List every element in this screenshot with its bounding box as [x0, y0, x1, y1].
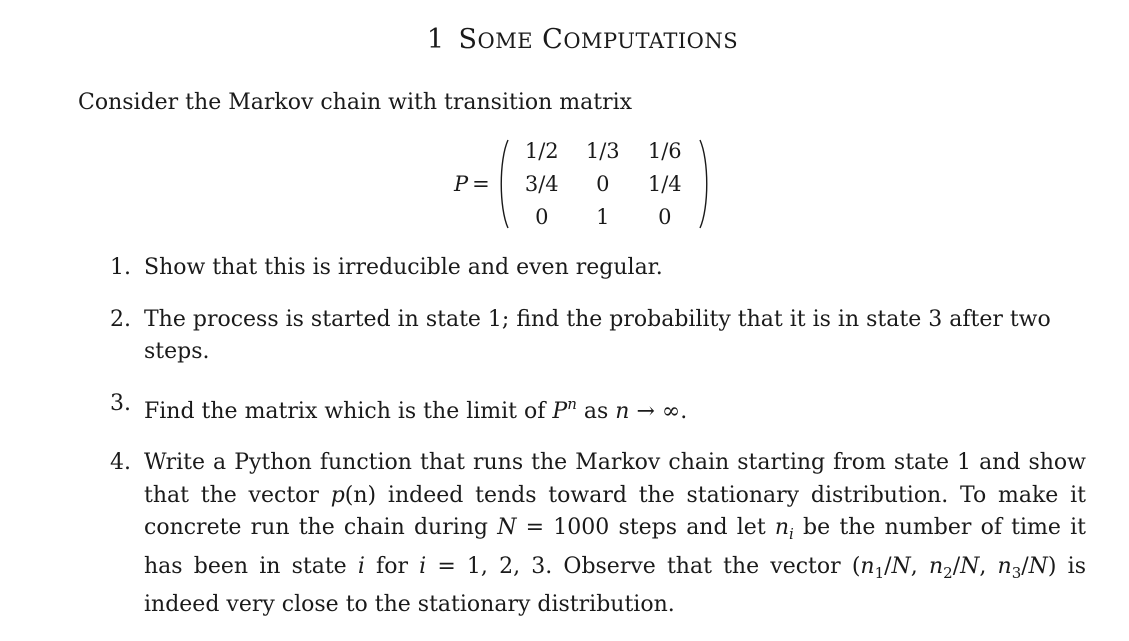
- section-heading: [36, 24, 1129, 55]
- problem-item: [110, 304, 1086, 369]
- problem-number: 2.: [110, 306, 131, 332]
- problem-number: 4.: [110, 450, 131, 475]
- transition-matrix-equation: [454, 136, 712, 232]
- matrix-cell: 1/4: [647, 172, 682, 196]
- matrix-cell: 1/3: [585, 139, 620, 163]
- problem-item: [110, 252, 1086, 285]
- matrix-cell: 1/6: [647, 139, 682, 163]
- matrix-cell: 0: [596, 172, 610, 196]
- section-number: 1: [426, 24, 445, 55]
- matrix-cell: 0: [658, 205, 672, 229]
- matrix-cell: 1: [596, 205, 610, 229]
- matrix-cell: 3/4: [524, 172, 559, 196]
- left-parenthesis: [496, 138, 510, 230]
- problem-number: 1.: [110, 255, 131, 280]
- problem-text: The process is started in state 1; find the probability that it is in state 3 after two steps.: [144, 306, 1051, 364]
- intro-paragraph: Consider the Markov chain with transition matrix: [78, 90, 633, 115]
- problem-text: Find the matrix which is the limit of $P^n$ as n → ∞.: [144, 394, 688, 424]
- section-title: SOME COMPUTATIONS: [458, 24, 739, 55]
- problem-list: [110, 252, 1086, 641]
- problem-text: Write a Python function that runs the Markov chain starting from state 1 and show that the vector p(n) indeed tends toward the stationary distribution. To make it concrete run the chain during N = 1000 steps and let $n_i$ be the number of time it has been in state i for i = 1, 2, 3. Observe that the vector ($n_1/N$, $n_2/N$, $n_3/N$) is indeed very close to the stationary distribution.: [144, 450, 1087, 617]
- equals-sign: =: [472, 172, 490, 196]
- problem-number: 3.: [110, 390, 131, 416]
- problem-item: [110, 447, 1086, 622]
- matrix-cell: 1/2: [524, 139, 559, 163]
- matrix-cell: 0: [535, 205, 549, 229]
- matrix-grid: [512, 135, 696, 234]
- right-parenthesis: [698, 138, 712, 230]
- problem-text: Show that this is irreducible and even regular.: [144, 255, 663, 280]
- matrix-symbol: P: [454, 172, 469, 196]
- problem-item: [110, 388, 1086, 429]
